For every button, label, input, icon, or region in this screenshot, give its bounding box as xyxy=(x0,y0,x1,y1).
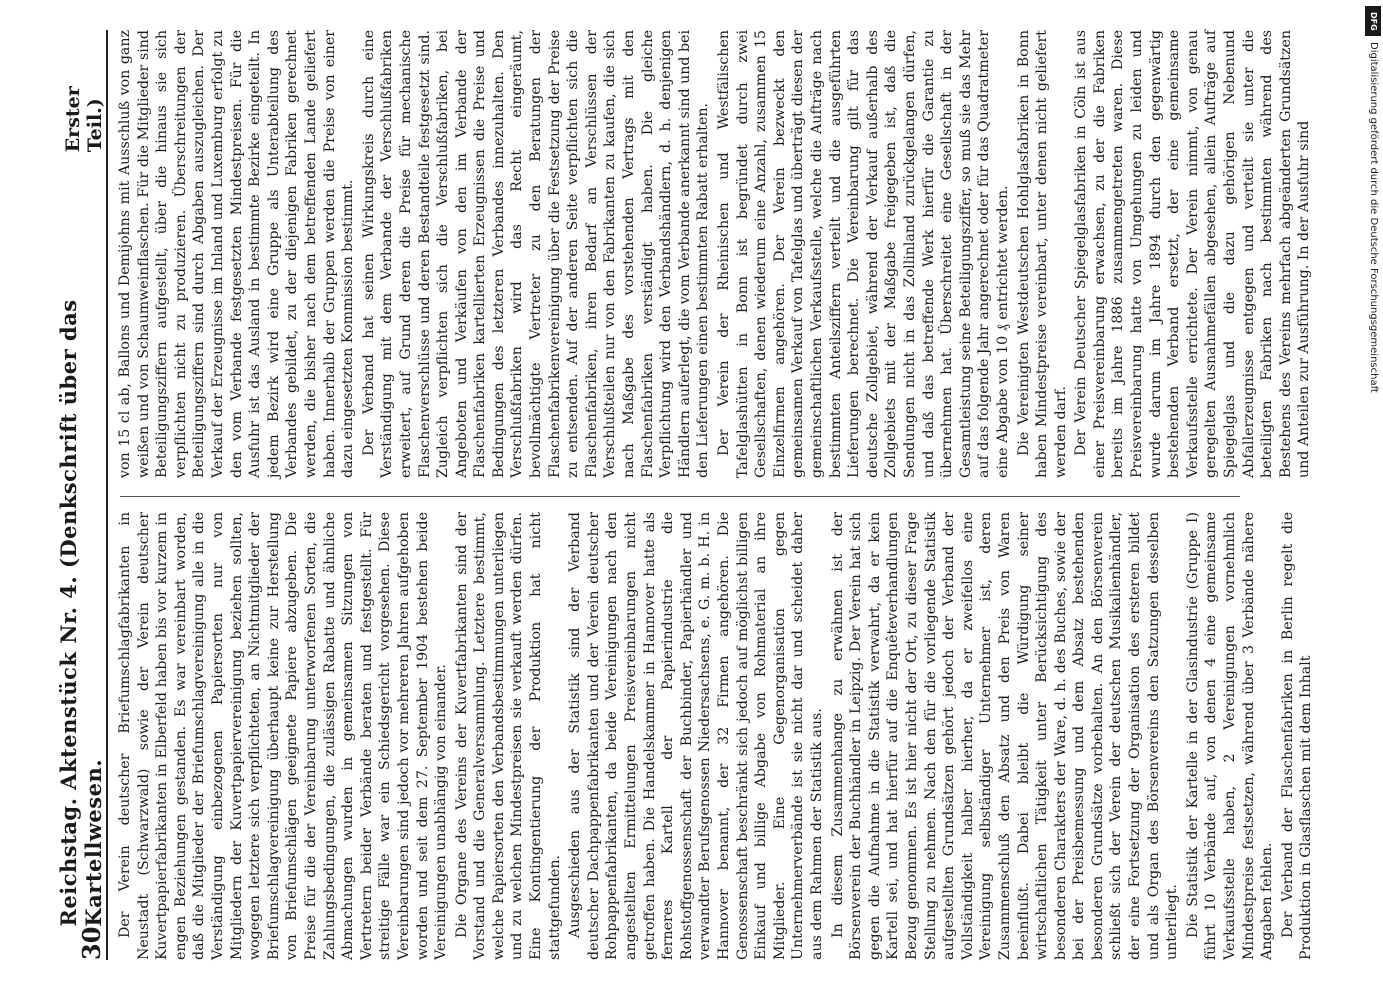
paragraph: Der Verband hat seinen Wirkungskreis durch eine Verständigung mit dem Verbande der Verschlußfabriken erweitert, auf Grund deren die Preise für mechanische Flaschenverschlüsse und deren Bestandteile festgesetzt sind. Zugleich verpflichten sich die Verschlußfabriken, bei Angeboten und Verkäufen von den im Verbande der Flaschenfabriken kartellierten Erzeugnissen die Preise und Bedingungen des letzteren Verbandes innezuhalten. Den Verschlußfabriken wird das Recht eingeräumt, bevollmächtigte Vertreter zu den Beratungen der Flaschenfabrikenvereinigung über die Festsetzung der Preise zu entsenden. Auf der anderen Seite verpflichten sich die Flaschenfabriken, ihren Bedarf an Verschlüssen der Verschlußteilen nur von den Fabrikanten zu kaufen, die sich nach Maßgabe des vorstehenden Vertrags mit den Flaschenfabriken verständigt haben. Die gleiche Verpflichtung wird den Verbandshändlern, d. h. denjenigen Händlern auferlegt, die vom Verbande anerkannt sind und bei den Lieferungen einen bestimmten Rabatt erhalten. xyxy=(360,30,712,478)
page-header xyxy=(56,30,108,960)
paragraph: In diesem Zusammenhange zu erwähnen ist der Börsenverein der Buchhändler in Leipzig. Der Verein hat sich gegen die Aufnahme in die Statistik verwahrt, da er kein Kartell sei, und hat hierfür auf die Enquêteverhandlungen Bezug genommen. Es ist hier nicht der Ort, zu dieser Frage Stellung zu nehmen. Nach den für die vorliegende Statistik aufgestellten Grundsätzen gehört jedoch der Verband der Vollständigkeit halber hierher, da er zweifellos eine Vereinigung selbständiger Unternehmer ist, deren Zusammenschluß den Absatz und den Preis von Waren beeinflußt. Dabei bleibt die Würdigung seiner wirtschaftlichen Tätigkeit unter Berücksichtigung des besonderen Charakters der Ware, d. h. des Buches, sowie der bei der Preisbemessung und dem Absatz bestehenden besonderen Grundsätze vorbehalten. An den Börsenverein schließt sich der Verein der deutschen Musikalienhändler, der eine Fortsetzung der Organisation des ersteren bildet und als Organ des Börsenvereins den Satzungen desselben unterliegt. xyxy=(829,512,1181,960)
paragraph: Die Organe des Vereins der Kuvertfabrikanten sind der Vorstand und die Generalversammlung. Letztere bestimmt, welche Papiersorten den Verbandsbestimmungen unterliegen und zu welchen Mindestpreisen sie verkauft werden dürfen. Eine Kontingentierung der Produktion hat nicht stattgefunden. xyxy=(453,512,563,960)
paragraph: Der Verband der Flaschenfabriken in Berlin regelt die Produktion in Glasflaschen mit dem Inhalt xyxy=(1279,512,1315,960)
paragraph: Der Verein deutscher Briefumschlagfabrikanten in Neustadt (Schwarzwald) sowie der Verein deutscher Kuvertpapierfabrikanten in Elberfeld haben bis vor kurzem in engen Beziehungen gestanden. Es war vereinbart worden, daß die Mitglieder der Briefumschlagvereinigung alle in die Verständigung einbezogenen Papiersorten nur von Mitgliedern der Kuvertpapiervereinigung beziehen sollten, wogegen letztere sich verpflichteten, an Nichtmitglieder der Briefumschlagvereinigung überhaupt keine zur Herstellung von Briefumschlägen geeignete Papiere abzugeben. Die Preise für die der Vereinbarung unterworfenen Sorten, die Zahlungsbedingungen, die zulässigen Rabatte und ähnliche Abmachungen wurden in gemeinsamen Sitzungen von Vertretern beider Verbände beraten und festgestellt. Für streitige Fälle war ein Schiedsgericht vorgesehen. Diese Vereinbarungen sind jedoch vor mehreren Jahren aufgehoben worden und seit dem 27. September 1904 bestehen beide Vereinigungen unabhängig von einander. xyxy=(117,512,450,960)
paragraph: Der Verein Deutscher Spiegelglasfabriken in Cöln ist aus einer Preisvereinbarung erwachsen, zu der die Fabriken bereits im Jahre 1886 zusammengetreten waren. Diese Preisvereinbarung hatte von Umgehungen zu leiden und wurde darum im Jahre 1894 durch den gegenwärtig bestehenden Verband ersetzt, der eine gemeinsame Verkaufsstelle errichtete. Der Verein nimmt, von genau geregelten Ausnahmefällen abgesehen, allein Aufträge auf Spiegelglas und die dazu gehörigen Nebenund Abfallerzeugnisse entgegen und verteilt sie unter die beteiligten Fabriken nach bestimmten während des Bestehens des Vereins mehrfach abgeänderten Grundsätzen und Anteilen zur Ausführung. In der Ausfuhr sind xyxy=(1073,30,1313,478)
document-page xyxy=(56,30,1315,960)
running-title-part: Erster Teil.) xyxy=(62,86,106,153)
running-title: Reichstag. Aktenstück Nr. 4. (Denkschrift über das Kartellwesen. xyxy=(56,299,106,927)
right-column xyxy=(116,30,1313,478)
column-divider xyxy=(120,496,1240,497)
credit-text: Digitalisierung gefördert durch die Deutsche Forschungsgemeinschaft xyxy=(1368,42,1379,393)
page-number: 30 xyxy=(77,926,106,960)
dfg-logo: DFG xyxy=(1365,6,1381,36)
paragraph: von 15 cl ab, Ballons und Demijohns mit Ausschluß von ganz weißen und von Schaumweinflaschen. Für die Mitglieder sind Beteiligungsziffern aufgestellt, über die hinaus sie sich verpflichten nicht zu produzieren. Überschreitungen der Beteiligungsziffern sind durch Abgaben auszugleichen. Der Verkauf der Erzeugnisse im Inland und Luxemburg erfolgt zu den vom Verbande festgesetzten Mindestpreisen. Für die Ausfuhr ist das Ausland in bestimmte Bezirke eingeteilt. In jedem Bezirk wird eine Gruppe als Unterabteilung des Verbandes gebildet, zu der diejenigen Fabriken gerechnet werden, die bisher nach dem betreffenden Lande geliefert haben. Innerhalb der Gruppen werden die Preise von einer dazu eingesetzten Kommission bestimmt. xyxy=(117,30,357,478)
digitization-credit xyxy=(1365,6,1381,1001)
paragraph: Ausgeschieden aus der Statistik sind der Verband deutscher Dachpappenfabrikanten und der Verein deutscher Rohpappenfabrikanten, da beide Vereinigungen nach den angestellten Ermittelungen Preisvereinbarungen nicht getroffen haben. Die Handelskammer in Hannover hatte als ferneres Kartell der Papierindustrie die Rohstoffgenossenschaft der Buchbinder, Papierhändler und verwandter Berufsgenossen Niedersachsens, e. G. m. b. H. in Hannover benannt, der 32 Firmen angehören. Die Genossenschaft beschränkt sich jedoch auf möglichst billigen Einkauf und billige Abgabe von Rohmaterial an ihre Mitglieder. Eine Gegenorganisation gegen Unternehmerverbände ist sie nicht dar und scheidet daher aus dem Rahmen der Statistik aus. xyxy=(567,512,825,960)
paragraph: Die Statistik der Kartelle in der Glasindustrie (Gruppe I) führt 10 Verbände auf, von denen 4 eine gemeinsame Verkaufsstelle haben, 2 Vereinigungen vornehmlich Mindestpreise festsetzen, während über 3 Verbände nähere Angaben fehlen. xyxy=(1184,512,1276,960)
left-column xyxy=(116,512,1315,960)
paragraph: Der Verein der Rheinischen und Westfälischen Tafelglashütten in Bonn ist begründet durch zwei Gesellschaften, denen wiederum eine Anzahl, zusammen 15 Einzelfirmen angehören. Der Verein bezweckt den gemeinsamen Verkauf von Tafelglas und überträgt diesen der gemeinschaftlichen Verkaufsstelle, welche die Aufträge nach bestimmten Anteilsziffern verteilt und die ausgeführten Lieferungen berechnet. Die Vereinbarung gilt für das deutsche Zollgebiet, während der Verkauf außerhalb des Zollgebiets mit der Maßgabe freigegeben ist, daß die Sendungen nicht in das Zollinland zurückgelangen dürfen, und daß das betreffende Werk hierfür die Garantie zu übernehmen hat. Überschreitet eine Gesellschaft in der Gesamtleistung seine Beteiligungsziffer, so muß sie das Mehr auf das folgende Jahr angerechnet oder für das Quadratmeter eine Abgabe von 10 ₰ entrichtet werden. xyxy=(716,30,1011,478)
paragraph: Die Vereinigten Westdeutschen Hohlglasfabriken in Bonn haben Mindestpreise vereinbart, unter denen nicht geliefert werden darf. xyxy=(1015,30,1069,478)
